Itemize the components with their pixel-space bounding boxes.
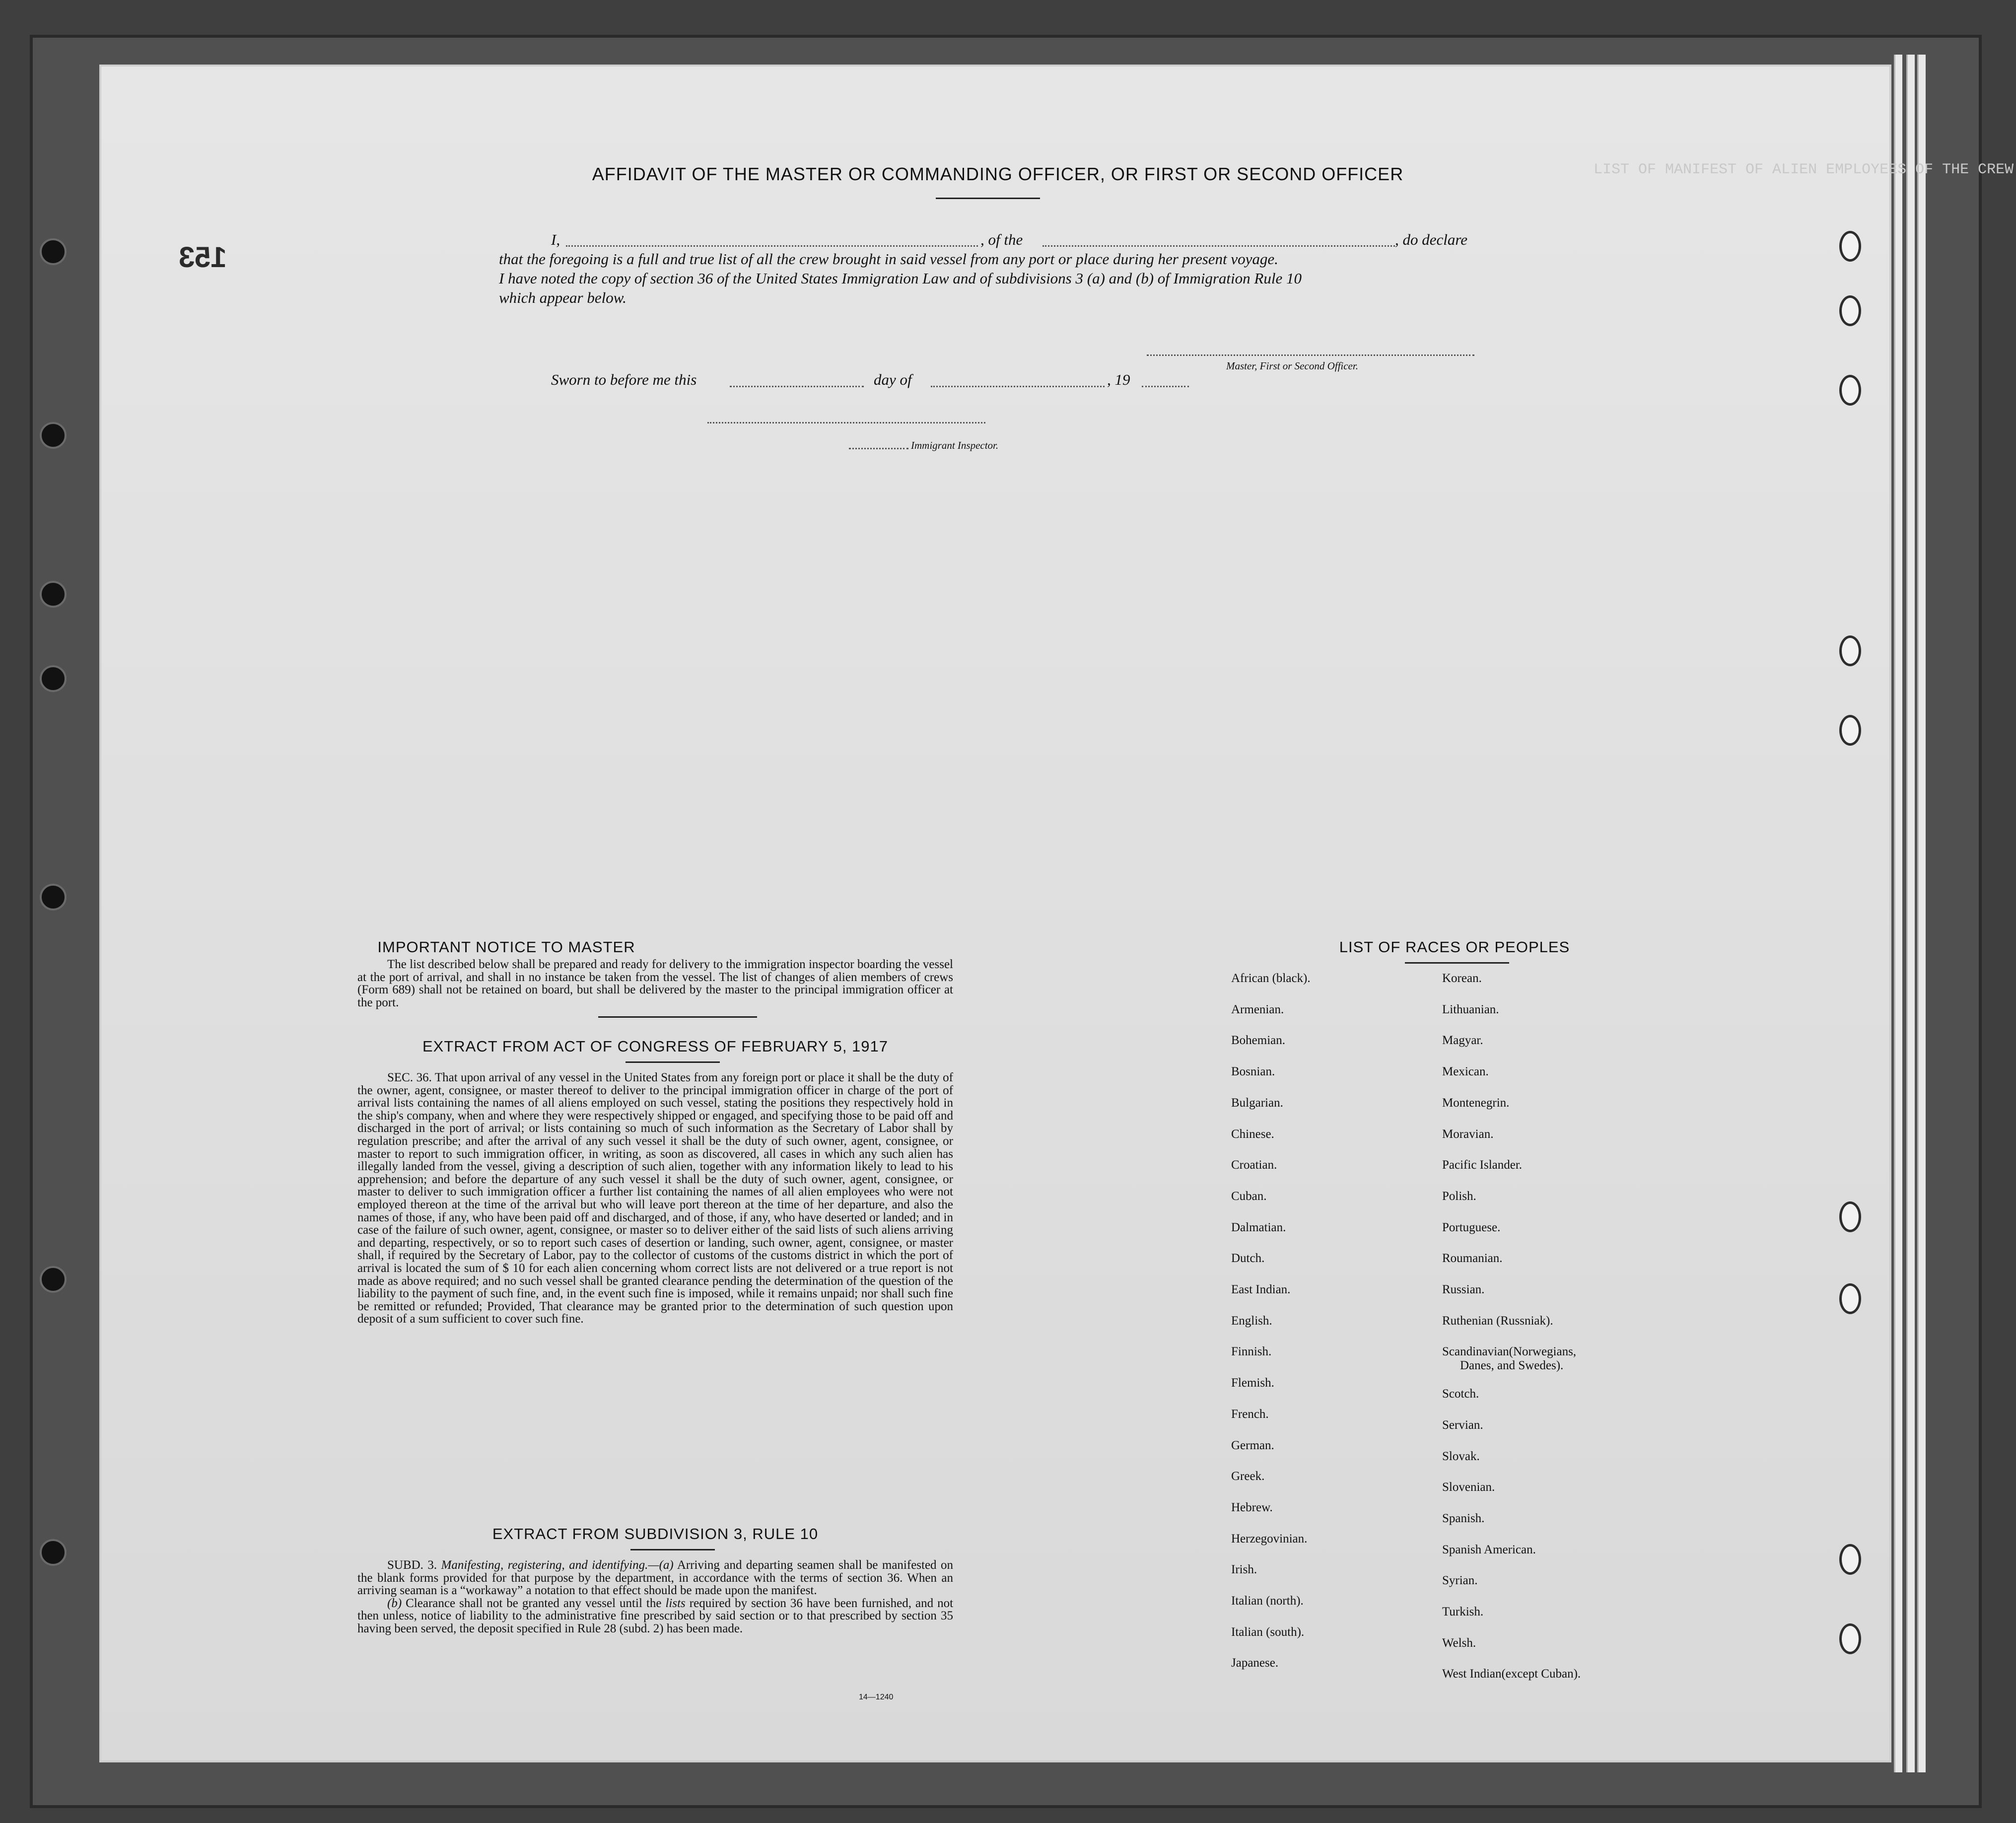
affidavit-declare: , do declare	[1395, 231, 1468, 248]
affidavit-line-3: I have noted the copy of section 36 of the United States Immigration Law and of subdivisions 3 (a) and (b) of Immigration Rule 10	[499, 270, 1302, 287]
race-item: Turkish.	[1442, 1605, 1484, 1618]
part-b-text-1: Clearance shall not be granted any vessel until the	[406, 1596, 662, 1610]
race-item: Italian (south).	[1231, 1625, 1305, 1639]
subd-heading: Manifesting, registering, and identifying.	[441, 1558, 648, 1572]
form-number: 14—1240	[859, 1693, 894, 1701]
sworn-day-of: day of	[874, 371, 912, 388]
divider	[626, 1061, 720, 1063]
binder-hole	[40, 422, 67, 449]
race-item: Chinese.	[1231, 1127, 1274, 1141]
officer-name-field[interactable]	[566, 244, 978, 247]
race-item: Welsh.	[1442, 1636, 1476, 1650]
master-caption: Master, First or Second Officer.	[1226, 360, 1358, 372]
affidavit-title: AFFIDAVIT OF THE MASTER OR COMMANDING OFFICER, OR FIRST OR SECOND OFFICER	[592, 164, 1404, 184]
page-edge	[1906, 55, 1915, 1772]
race-item: Armenian.	[1231, 1002, 1284, 1016]
subd-label: SUBD. 3.	[387, 1558, 437, 1572]
race-item: Dalmatian.	[1231, 1220, 1286, 1234]
ring-reinforcement	[1839, 1544, 1861, 1575]
bleed-through-text: LIST OF MANIFEST OF ALIEN EMPLOYEES OF THE CREW	[1594, 161, 2014, 178]
race-item: French.	[1231, 1407, 1269, 1421]
divider	[630, 1549, 715, 1550]
race-item: English.	[1231, 1314, 1272, 1328]
page-edge	[1917, 55, 1926, 1772]
race-item: Pacific Islander.	[1442, 1158, 1523, 1172]
ring-reinforcement	[1839, 715, 1861, 746]
race-item: Korean.	[1442, 972, 1482, 985]
divider	[598, 1016, 757, 1018]
race-item: Finnish.	[1231, 1345, 1272, 1359]
divider	[1405, 962, 1509, 964]
races-title: LIST OF RACES OR PEOPLES	[1339, 938, 1570, 956]
page-edge	[1894, 55, 1902, 1772]
master-signature-field[interactable]	[1147, 353, 1474, 356]
notice-text	[357, 958, 953, 1009]
notice-title: IMPORTANT NOTICE TO MASTER	[377, 938, 635, 956]
race-item: Spanish American.	[1442, 1543, 1536, 1556]
race-item: Montenegrin.	[1442, 1096, 1510, 1110]
part-a-text: Arriving and departing seamen shall be manifested on the blank forms provided for that purpose by the department, in accordance with the terms of section 36. When an arriving seaman is a “workaway” a notation to that effect should be made upon the manifest.	[357, 1558, 954, 1598]
race-item: Japanese.	[1231, 1656, 1279, 1670]
inspector-signature-field[interactable]	[707, 421, 985, 423]
race-item: Slovak.	[1442, 1449, 1480, 1463]
sworn-year-field[interactable]	[1142, 385, 1189, 387]
race-item: Slovenian.	[1442, 1480, 1495, 1494]
rule-10-part-a	[357, 1559, 953, 1597]
race-item: Moravian.	[1442, 1127, 1494, 1141]
race-item: Irish.	[1231, 1563, 1257, 1577]
sworn-month-field[interactable]	[931, 385, 1105, 387]
race-item: West Indian(except Cuban).	[1442, 1667, 1581, 1681]
races-column-left	[1231, 972, 1440, 1670]
race-item: Bohemian.	[1231, 1034, 1286, 1048]
ring-reinforcement	[1839, 1623, 1861, 1654]
affidavit-line-4: which appear below.	[499, 289, 626, 306]
races-column-right	[1442, 972, 1661, 1681]
part-b-label: (b)	[387, 1596, 402, 1610]
binder-hole	[40, 1539, 67, 1566]
binder-hole	[40, 581, 67, 608]
race-item: Syrian.	[1442, 1574, 1478, 1588]
affidavit-i: I,	[551, 231, 560, 248]
ring-reinforcement	[1839, 1283, 1861, 1314]
binder-holes	[40, 209, 70, 1599]
notice-paragraph: The list described below shall be prepared and ready for delivery to the immigration inspector boarding the vessel at the port of arrival, and shall in no instance be taken from the vessel. The list of changes of alien members of crews (Form 689) shall not be retained on board, but shall be delivered by the master to the principal immigration officer at the port.	[357, 958, 953, 1009]
race-item: Scotch.	[1442, 1387, 1479, 1401]
race-item: Scandinavian(Norwegians,	[1442, 1345, 1577, 1359]
extract-act-title: EXTRACT FROM ACT OF CONGRESS OF FEBRUARY 5, 1917	[422, 1038, 889, 1055]
section-36-paragraph: SEC. 36. That upon arrival of any vessel in the United States from any foreign port or place it shall be the duty of the owner, agent, consignee, or master thereof to deliver to the principal immigration officer in charge of the port of arrival lists containing the names of all aliens employed on such vessel, stating the positions they respectively hold in the ship's company, when and where they were respectively shipped or engaged, and specifying those to be paid off and discharged in the port of arrival; or lists containing so much of such information as the Secretary of Labor shall by regulation prescribe; and after the arrival of any such vessel it shall be the duty of such owner, agent, consignee, or master to report to such immigration officer, in writing, as soon as discovered, all cases in which any such alien has illegally landed from the vessel, giving a description of such alien, together with any information likely to lead to his apprehension; and before the departure of any such vessel it shall be the duty of such owner, agent, consignee, or master to deliver to such immigration officer a further list containing the names of all alien employees who were not employed thereon at the time of the arrival but who will leave port thereon at the time of her departure, and also the names of those, if any, who have been paid off and discharged, and of those, if any, who have deserted or landed; and in case of the failure of such owner, agent, consignee, or master so to deliver either of the said lists of such aliens arriving and departing, respectively, or so to report such cases of desertion or landing, such owner, agent, consignee, or master shall, if required by the Secretary of Labor, pay to the collector of customs of the customs district in which the port of arrival is located the sum of $ 10 for each alien concerning whom correct lists are not delivered or a true report is not made as above required; and no such vessel shall be granted clearance pending the determination of the question of the liability to the payment of such fine, and, in the event such fine is imposed, while it remains unpaid; nor shall such fine be remitted or refunded; Provided, That clearance may be granted prior to the determination of such question upon deposit of a sum sufficient to cover such fine.	[357, 1071, 953, 1326]
race-item: Herzegovinian.	[1231, 1532, 1308, 1545]
manifest-page	[99, 65, 2014, 1762]
affidavit-line-2: that the foregoing is a full and true list of all the crew brought in said vessel from any port or place during her present voyage.	[499, 250, 1278, 268]
race-item: Magyar.	[1442, 1034, 1483, 1048]
divider	[936, 198, 1040, 199]
binder-hole	[40, 884, 67, 911]
race-item: East Indian.	[1231, 1283, 1291, 1296]
race-item: Mexican.	[1442, 1065, 1489, 1079]
race-item: Danes, and Swedes).	[1460, 1359, 1564, 1373]
margin-page-number: 153	[179, 241, 227, 274]
part-a-label: —(a)	[648, 1558, 674, 1572]
inspector-caption: Immigrant Inspector.	[911, 439, 999, 451]
race-item: Polish.	[1442, 1189, 1476, 1203]
race-item: Italian (north).	[1231, 1594, 1304, 1608]
ring-reinforcement	[1839, 375, 1861, 406]
race-item: Bosnian.	[1231, 1065, 1275, 1079]
rule-10-part-b	[357, 1597, 953, 1635]
sworn-day-field[interactable]	[730, 385, 864, 387]
race-item: Greek.	[1231, 1470, 1265, 1483]
ring-reinforcement	[1839, 635, 1861, 666]
ring-reinforcement	[1839, 231, 1861, 262]
sworn-year: , 19	[1107, 371, 1130, 388]
part-b-lists: lists	[665, 1596, 686, 1610]
vessel-name-field[interactable]	[1043, 244, 1395, 247]
ring-reinforcement	[1839, 1201, 1861, 1232]
race-item: Croatian.	[1231, 1158, 1277, 1172]
extract-rule-title: EXTRACT FROM SUBDIVISION 3, RULE 10	[492, 1525, 819, 1543]
binder-hole	[40, 665, 67, 692]
race-item: Bulgarian.	[1231, 1096, 1283, 1110]
sworn-prefix: Sworn to before me this	[551, 371, 697, 388]
race-item: Cuban.	[1231, 1189, 1267, 1203]
binder-hole	[40, 238, 67, 265]
race-item: Russian.	[1442, 1283, 1485, 1296]
race-item: Flemish.	[1231, 1376, 1274, 1390]
part-b-text-2: required by section 36 have been furnished, and not then unless, notice of liability to the administrative fine prescribed by said section or to that prescribed by section 35 having been served, the deposit specified in Rule 28 (subd. 2) has been made.	[357, 1596, 954, 1635]
affidavit-of-the: , of the	[980, 231, 1023, 248]
race-item: Ruthenian (Russniak).	[1442, 1314, 1553, 1328]
race-item: Hebrew.	[1231, 1500, 1273, 1514]
ring-reinforcement	[1839, 295, 1861, 326]
race-item: Portuguese.	[1442, 1220, 1501, 1234]
race-item: African (black).	[1231, 972, 1311, 985]
race-item: Servian.	[1442, 1418, 1483, 1432]
rule-10-text	[357, 1559, 953, 1635]
race-item: German.	[1231, 1438, 1274, 1452]
binder-hole	[40, 1266, 67, 1293]
race-item: Dutch.	[1231, 1252, 1265, 1265]
inspector-caption-leader	[849, 447, 908, 449]
section-36-text	[357, 1071, 953, 1326]
race-item: Spanish.	[1442, 1511, 1485, 1525]
race-item: Lithuanian.	[1442, 1002, 1499, 1016]
race-item: Roumanian.	[1442, 1252, 1503, 1265]
